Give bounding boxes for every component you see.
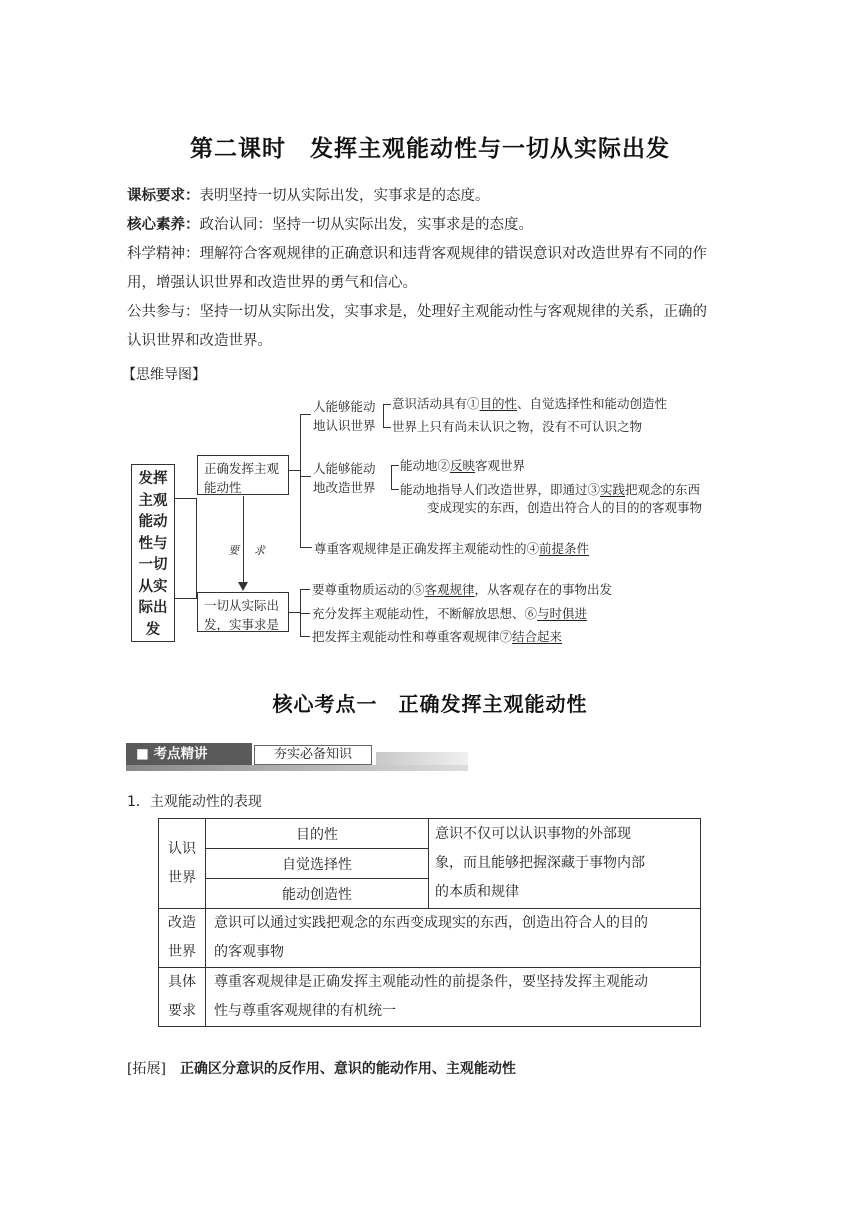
extension-line: [拓展] 正确区分意识的反作用、意识的能动作用、主观能动性 [127, 1061, 516, 1077]
branch3-item: 尊重客观规律是正确发挥主观能动性的④前提条件 [314, 541, 590, 556]
table-desc: 意识不仅可以认识事物的外部现 象，而且能够把握深藏于事物内部 的本质和规律 [429, 819, 701, 909]
branch2-item1: 能动地②反映客观世界 [400, 458, 526, 473]
subheading: 1．主观能动性的表现 [127, 794, 262, 810]
public-participation-line2: 认识世界和改造世界。 [127, 333, 272, 349]
arrow-label: 要 求 [228, 544, 267, 557]
table-item: 能动创造性 [206, 879, 429, 909]
table-desc: 尊重客观规律是正确发挥主观能动性的前提条件，要坚持发挥主观能动 性与尊重客观规律的有机统一 [206, 968, 701, 1027]
branch2-item2: 能动地指导人们改造世界，即通过③实践把观念的东西 [400, 482, 701, 497]
mindmap-center-box: 发挥 主观 能动 性与 一切 从实 际出 发 [131, 464, 175, 642]
page-title: 第二课时 发挥主观能动性与一切从实际出发 [190, 136, 670, 162]
mindmap-box-top: 正确发挥主观 能动性 [197, 455, 289, 495]
branch1-label: 人能够能动 地认识世界 [313, 399, 376, 433]
standard-requirement: 课标要求：表明坚持一切从实际出发，实事求是的态度。 [127, 188, 490, 204]
section-title: 核心考点一 正确发挥主观能动性 [272, 692, 588, 716]
table-item: 自觉选择性 [206, 849, 429, 879]
mindmap-box-bottom: 一切从实际出 发，实事求是 [197, 592, 289, 632]
branch1-item2: 世界上只有尚未认识之物，没有不可认识之物 [392, 419, 643, 434]
table-head-know: 认识 世界 [159, 819, 206, 909]
science-spirit-line1: 科学精神：理解符合客观规律的正确意识和违背客观规律的错误意识对改造世界有不同的作 [127, 246, 707, 262]
requirement-item1: 要尊重物质运动的⑤客观规律，从客观存在的事物出发 [312, 582, 613, 597]
knowledge-table [158, 818, 701, 1027]
banner-label: ■ 考点精讲 [126, 743, 252, 765]
table-item: 目的性 [206, 819, 429, 849]
banner-sub: 夯实必备知识 [254, 745, 372, 765]
requirement-item2: 充分发挥主观能动性，不断解放思想、⑥与时俱进 [312, 606, 588, 621]
branch2-label: 人能够能动 地改造世界 [313, 461, 376, 495]
requirement-item3: 把发挥主观能动性和尊重客观规律⑦结合起来 [312, 629, 563, 644]
branch1-item1: 意识活动具有①目的性、自觉选择性和能动创造性 [392, 396, 668, 411]
branch2-item3: 变成现实的东西，创造出符合人的目的的客观事物 [427, 500, 703, 515]
public-participation-line1: 公共参与：坚持一切从实际出发，实事求是，处理好主观能动性与客观规律的关系，正确的 [127, 304, 707, 320]
table-desc: 意识可以通过实践把观念的东西变成现实的东西，创造出符合人的目的 的客观事物 [206, 909, 701, 968]
mindmap-heading: 【思维导图】 [122, 367, 206, 383]
table-head-transform: 改造 世界 [159, 909, 206, 968]
science-spirit-line2: 用，增强认识世界和改造世界的勇气和信心。 [127, 275, 417, 291]
section-banner [126, 743, 468, 771]
table-head-requirement: 具体 要求 [159, 968, 206, 1027]
core-literacy: 核心素养：政治认同：坚持一切从实际出发，实事求是的态度。 [127, 217, 533, 233]
